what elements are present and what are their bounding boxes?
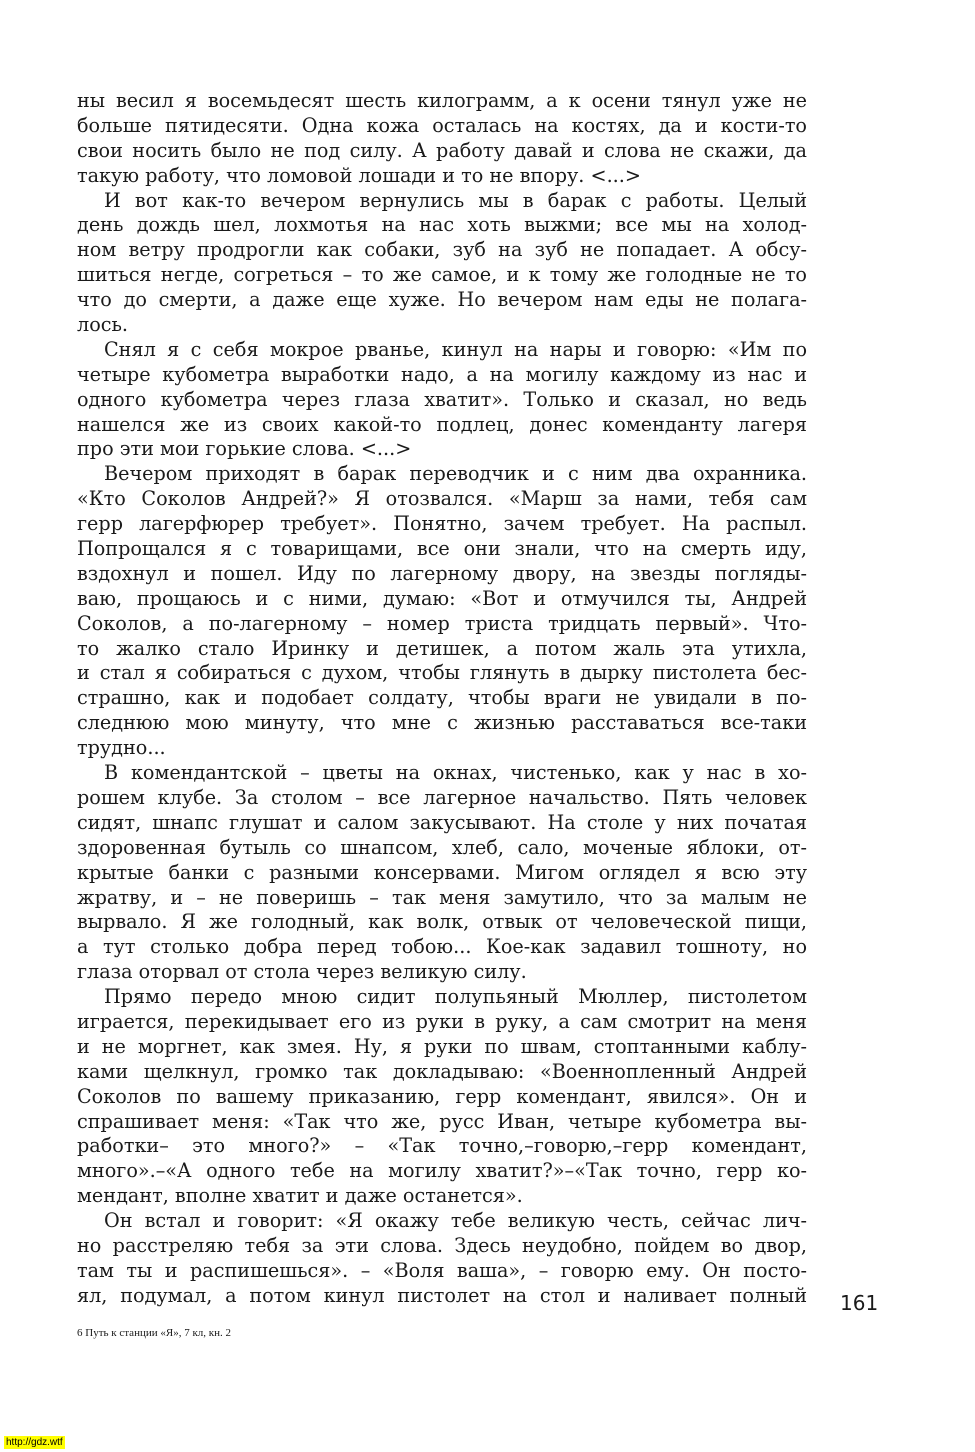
paragraph bbox=[77, 189, 807, 338]
text-line: здоровенная бутыль со шнапсом, хлеб, сало, моченые яблоки, от- bbox=[77, 835, 807, 859]
text-line: «Кто Соколов Андрей?» Я отозвался. «Марш за нами, тебя сам bbox=[77, 487, 807, 511]
text-line: шиться негде, согреться – то же самое, и к тому же голодные не то bbox=[77, 263, 807, 287]
text-line: Попрощался я с товарищами, все они знали, что на смерть иду, bbox=[77, 537, 807, 561]
text-line: Соколов по вашему приказанию, герр комендант, явился». Он и bbox=[77, 1084, 807, 1108]
paragraph bbox=[77, 338, 807, 462]
text-line: Вечером приходят в барак переводчик и с ним два охранника. bbox=[104, 462, 807, 486]
text-line: играется, перекидывает его из руки в руку, а сам смотрит на меня bbox=[77, 1009, 807, 1033]
paragraph bbox=[77, 761, 807, 985]
text-line: четыре кубометра выработки надо, а на могилу каждому из нас и bbox=[77, 362, 807, 386]
text-line: спрашивает меня: «Так что же, русс Иван, четыре кубометра вы- bbox=[77, 1109, 807, 1133]
paragraph bbox=[77, 985, 807, 1209]
watermark-link[interactable]: http://gdz.wtf bbox=[6, 1437, 63, 1448]
text-line: крытые банки с разными консервами. Мигом оглядел я всю эту bbox=[77, 860, 807, 884]
text-line: трудно... bbox=[77, 736, 166, 760]
text-line: страшно, как и подобает солдату, чтобы враги не увидали в по- bbox=[77, 686, 807, 710]
page-number: 161 bbox=[840, 1291, 879, 1315]
text-line: нашелся же из своих какой-то подлец, донес коменданту лагеря bbox=[77, 412, 807, 436]
text-line: много».–«А одного тебе на могилу хватит?»–«Так точно, герр ко- bbox=[77, 1159, 807, 1183]
text-line: такую работу, что ломовой лошади и то не впору. <...> bbox=[77, 163, 641, 187]
text-line: глаза оторвал от стола через великую силу. bbox=[77, 960, 527, 984]
text-line: рошем клубе. За столом – все лагерное начальство. Пять человек bbox=[77, 785, 807, 809]
text-line: но расстреляю тебя за эти слова. Здесь неудобно, пойдем во двор, bbox=[77, 1233, 807, 1257]
text-line: Он встал и говорит: «Я окажу тебе великую честь, сейчас лич- bbox=[104, 1209, 807, 1233]
text-line: вздохнул и пошел. Иду по лагерному двору, на звезды погляды- bbox=[77, 561, 807, 585]
text-line: ваю, прощаюсь и с ними, думаю: «Вот и отмучился ты, Андрей bbox=[77, 586, 807, 610]
body-text bbox=[77, 89, 807, 1309]
text-line: И вот как-то вечером вернулись мы в барак с работы. Целый bbox=[104, 188, 807, 212]
text-line: про эти мои горькие слова. <...> bbox=[77, 437, 412, 461]
text-line: вырвало. Я же голодный, как волк, отвык от человеческой пищи, bbox=[77, 910, 807, 934]
text-line: что до смерти, а даже еще хуже. Но вечером нам еды не полага- bbox=[77, 288, 807, 312]
text-line: В комендантской – цветы на окнах, чистенько, как у нас в хо- bbox=[104, 761, 807, 785]
text-line: жратву, и – не поверишь – так меня замутило, что за малым не bbox=[77, 885, 807, 909]
text-line: Соколов, а по-лагерному – номер триста тридцать первый». Что- bbox=[77, 611, 807, 635]
text-line: мендант, вполне хватит и даже останется». bbox=[77, 1184, 523, 1208]
text-line: ял, подумал, а потом кинул пистолет на стол и наливает полный bbox=[77, 1283, 807, 1307]
text-line: сидят, шнапс глушат и салом закусывают. На столе у них початая bbox=[77, 810, 807, 834]
text-line: ками щелкнул, громко так докладываю: «Военнопленный Андрей bbox=[77, 1059, 807, 1083]
text-line: Снял я с себя мокрое рванье, кинул на нары и говорю: «Им по bbox=[104, 337, 807, 361]
text-line: одного кубометра через глаза хватит». Только и сказал, но ведь bbox=[77, 387, 807, 411]
text-line: и не моргнет, как змея. Ну, я руки по швам, стоптанными каблу- bbox=[77, 1034, 807, 1058]
text-line: там ты и распишешься». – «Воля ваша», – говорю ему. Он посто- bbox=[77, 1258, 807, 1282]
text-line: свои носить было не под силу. А работу давай и слова не скажи, да bbox=[77, 138, 807, 162]
text-line: герр лагерфюрер требует». Понятно, зачем требует. На распыл. bbox=[77, 512, 807, 536]
text-line: и стал я собираться с духом, чтобы глянуть в дырку пистолета бес- bbox=[77, 661, 807, 685]
text-line: Прямо передо мною сидит полупьяный Мюллер, пистолетом bbox=[104, 985, 807, 1009]
text-line: ны весил я восемьдесят шесть килограмм, а к осени тянул уже не bbox=[77, 89, 807, 112]
text-line: следнюю мою минуту, что мне с жизнью расставаться все-таки bbox=[77, 711, 807, 735]
text-line: работки– это много?» – «Так точно,–говорю,–герр комендант, bbox=[77, 1134, 807, 1158]
text-line: лось. bbox=[77, 313, 129, 337]
text-line: а тут столько добра перед тобою... Кое-как задавил тошноту, но bbox=[77, 935, 807, 959]
paragraph bbox=[77, 89, 807, 189]
paragraph bbox=[77, 462, 807, 761]
text-line: день дождь шел, лохмотья на нас хоть выжми; все мы на холод- bbox=[77, 213, 807, 237]
text-line: то жалко стало Иринку и детишек, а потом жаль эта утихла, bbox=[77, 636, 807, 660]
paragraph bbox=[77, 1209, 807, 1309]
footer-note: 6 Путь к станции «Я», 7 кл, кн. 2 bbox=[77, 1327, 232, 1339]
text-line: ном ветру продрогли как собаки, зуб на зуб не попадает. А обсу- bbox=[77, 238, 807, 262]
text-line: больше пятидесяти. Одна кожа осталась на костях, да и кости-то bbox=[77, 113, 807, 137]
